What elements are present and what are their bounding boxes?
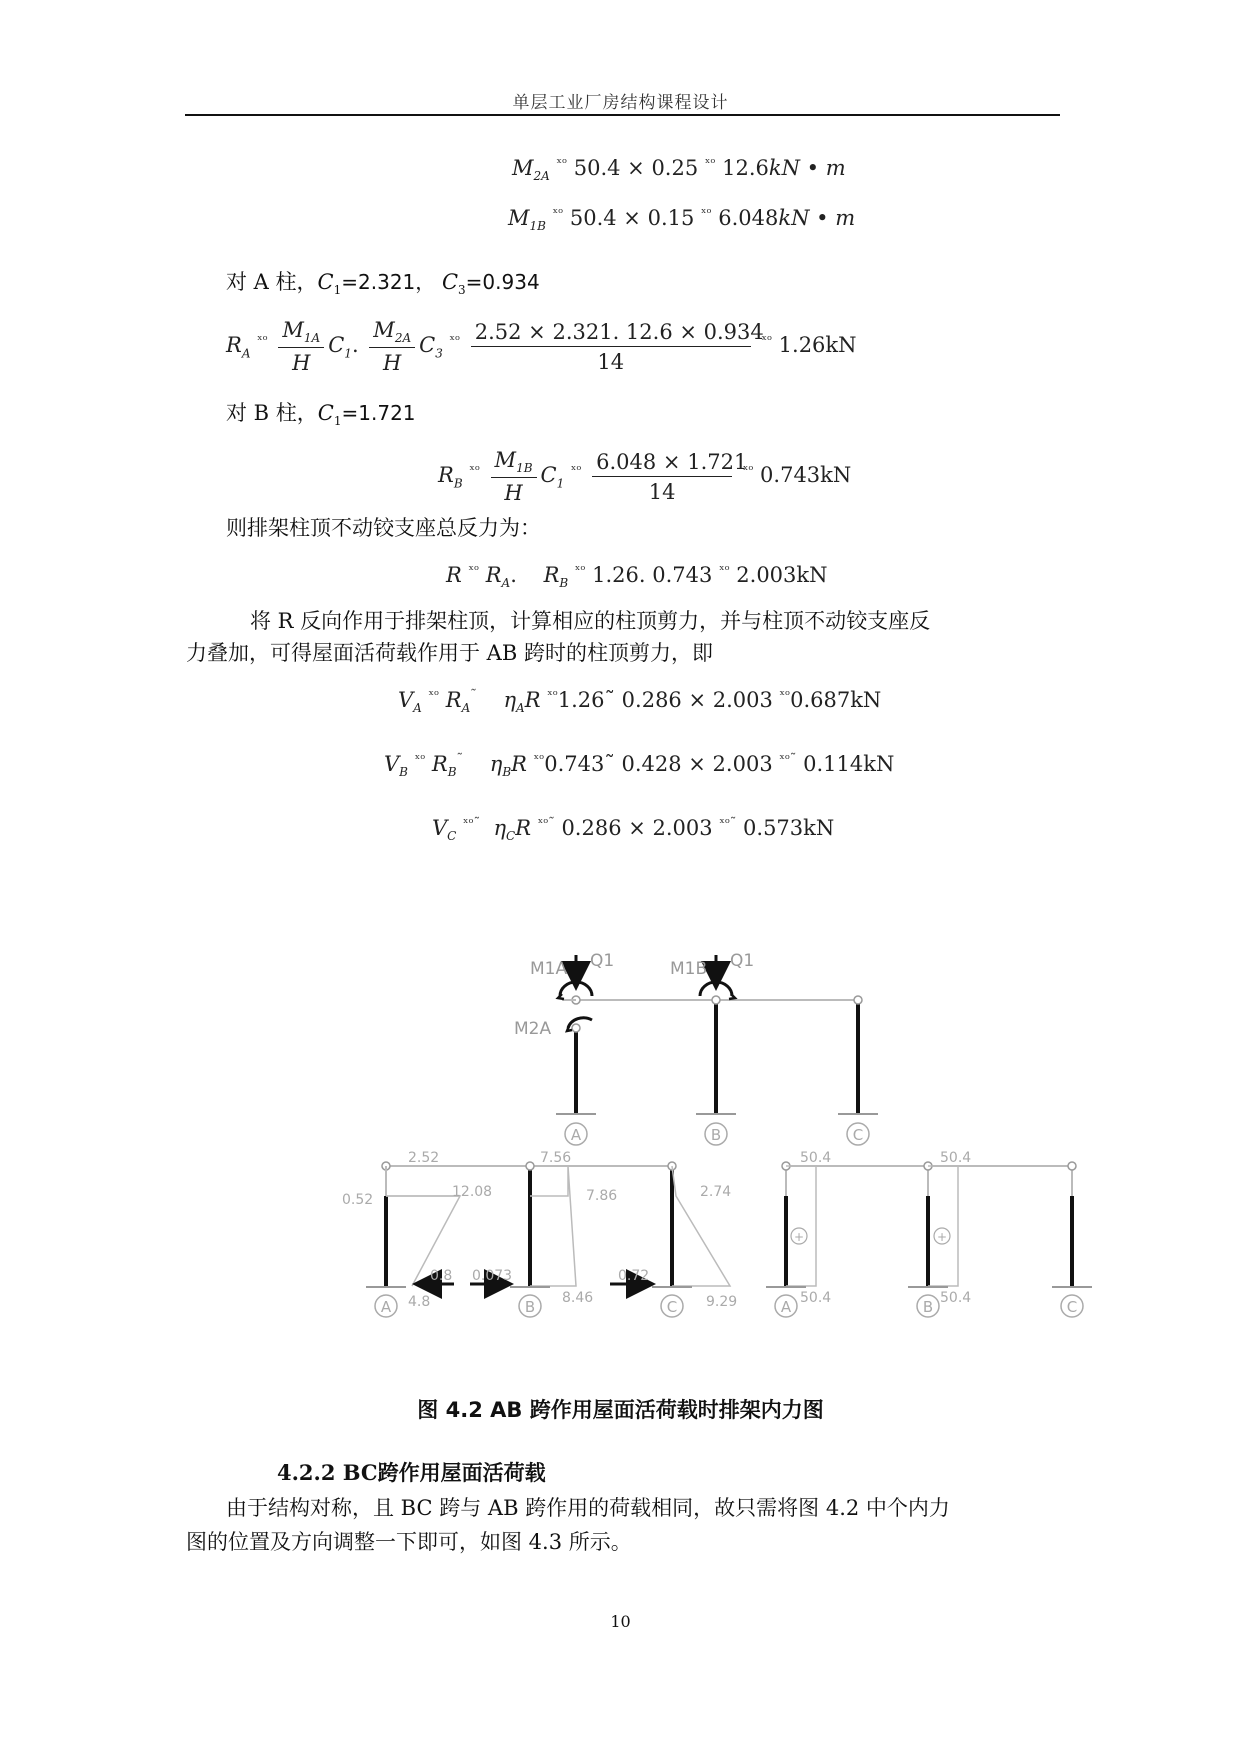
label-m1a: M1A [530, 959, 568, 979]
paragraph-reverse-line-2: 力叠加，可得屋面活荷载作用于 AB 跨时的柱顶剪力，即 [186, 641, 713, 665]
label-q1-a: Q1 [590, 951, 615, 971]
axial-column-label-c: C [1066, 1298, 1078, 1316]
moment-column-label-c: C [666, 1298, 678, 1316]
axial-value-top-b: 50.4 [940, 1150, 972, 1166]
axial-column-label-a: A [780, 1298, 792, 1316]
value-8-46: 8.46 [562, 1290, 594, 1306]
axial-value-bottom-b: 50.4 [940, 1290, 972, 1306]
value-7-86: 7.86 [586, 1188, 618, 1204]
label-m1b: M1B [670, 959, 708, 979]
figure-caption: 图 4.2 AB 跨作用屋面活荷载时排架内力图 [417, 1398, 824, 1422]
paragraph-symmetry-line-1: 由于结构对称，且 BC 跨与 AB 跨作用的荷载相同，故只需将图 4.2 中个内力 [226, 1496, 950, 1520]
equation-ra: $R_A$ $^{ˣᵒ}$ $\frac{M_{1A}}{H}$ $C_1$. $\frac{M_{2A}}{H}$ $C_3$ $^{ˣᵒ}$ $\frac{2.52 \times 2.321. 12.6 \times 0.934}{14}$ $^{ˣᵒ}$ 1.26kN [226, 318, 857, 376]
equation-va: $V_A$ $^{ˣᵒ}$ $R_A^˜$ $\eta_AR$ $^{ˣᵒ}$1.26˜ 0.286 × 2.003 $^{ˣᵒ}$0.687kN [398, 688, 882, 716]
value-0-72: 0.72 [618, 1268, 650, 1284]
axial-force-diagram [766, 1150, 1092, 1317]
column-label-a: A [570, 1126, 582, 1144]
equation-rb: $R_B$ $^{ˣᵒ}$ $\frac{M_{1B}}{H}$ $C_1$ $^{ˣᵒ}$ $\frac{6.048 \times 1.721}{14}$ $^{ˣᵒ}$ 0.743kN [438, 448, 852, 506]
value-4-8: 4.8 [408, 1294, 431, 1310]
section-heading: 4.2.2 BC跨作用屋面活荷载 [277, 1460, 546, 1485]
value-0-073: 0.073 [472, 1268, 513, 1284]
equation-r-total: R $^{ˣᵒ}$ $R_A$. $R_B$ $^{ˣᵒ}$ 1.26. 0.743 $^{ˣᵒ}$ 2.003kN [446, 563, 828, 591]
moment-column-label-b: B [524, 1298, 536, 1316]
equation-vc: $V_C$ $^{ˣᵒ˜}$ $\eta_CR$ $^{ˣᵒ˜}$ 0.286 × 2.003 $^{ˣᵒ˜}$ 0.573kN [432, 816, 835, 844]
equation-m2a: $M_{2A}$ $^{ˣᵒ}$ 50.4 × 0.25 $^{ˣᵒ}$ 12.6kN • m [512, 156, 846, 184]
column-label-b: B [710, 1126, 722, 1144]
label-q1-b: Q1 [730, 951, 755, 971]
running-header: 单层工业厂房结构课程设计 [512, 93, 729, 113]
axial-value-bottom-a: 50.4 [800, 1290, 832, 1306]
column-b-coefficients: 对 B 柱，$C_1=1.721$ [226, 401, 416, 429]
plus-sign-a: + [793, 1230, 805, 1244]
loading-frame-diagram [514, 951, 878, 1145]
value-0-8: 0.8 [430, 1268, 453, 1284]
axial-value-top-a: 50.4 [800, 1150, 832, 1166]
value-9-29: 9.29 [706, 1294, 738, 1310]
value-0-52: 0.52 [342, 1192, 374, 1208]
equation-vb: $V_B$ $^{ˣᵒ}$ $R_B^˜$ $\eta_BR$ $^{ˣᵒ}$0.743˜ 0.428 × 2.003 $^{ˣᵒ˜}$ 0.114kN [384, 752, 895, 780]
column-a-coefficients: 对 A 柱，$C_1=2.321$， $C_3=0.934$ [226, 270, 540, 298]
paragraph-reverse-line-1: 将 R 反向作用于排架柱顶，计算相应的柱顶剪力，并与柱顶不动铰支座反 [250, 609, 931, 633]
moment-diagram [342, 1150, 737, 1317]
paragraph-symmetry-line-2: 图的位置及方向调整一下即可，如图 4.3 所示。 [186, 1530, 632, 1554]
equation-m1b: $M_{1B}$ $^{ˣᵒ}$ 50.4 × 0.15 $^{ˣᵒ}$ 6.048kN • m [508, 206, 856, 234]
plus-sign-b: + [936, 1230, 948, 1244]
column-label-c: C [852, 1126, 864, 1144]
value-12-08: 12.08 [452, 1184, 493, 1200]
total-reaction-sentence: 则排架柱顶不动铰支座总反力为： [226, 516, 541, 540]
moment-column-label-a: A [380, 1298, 392, 1316]
axial-column-label-b: B [922, 1298, 934, 1316]
value-2-52: 2.52 [408, 1150, 440, 1166]
page-number: 10 [610, 1612, 631, 1631]
value-7-56: 7.56 [540, 1150, 572, 1166]
value-2-74: 2.74 [700, 1184, 732, 1200]
label-m2a: M2A [514, 1019, 552, 1039]
